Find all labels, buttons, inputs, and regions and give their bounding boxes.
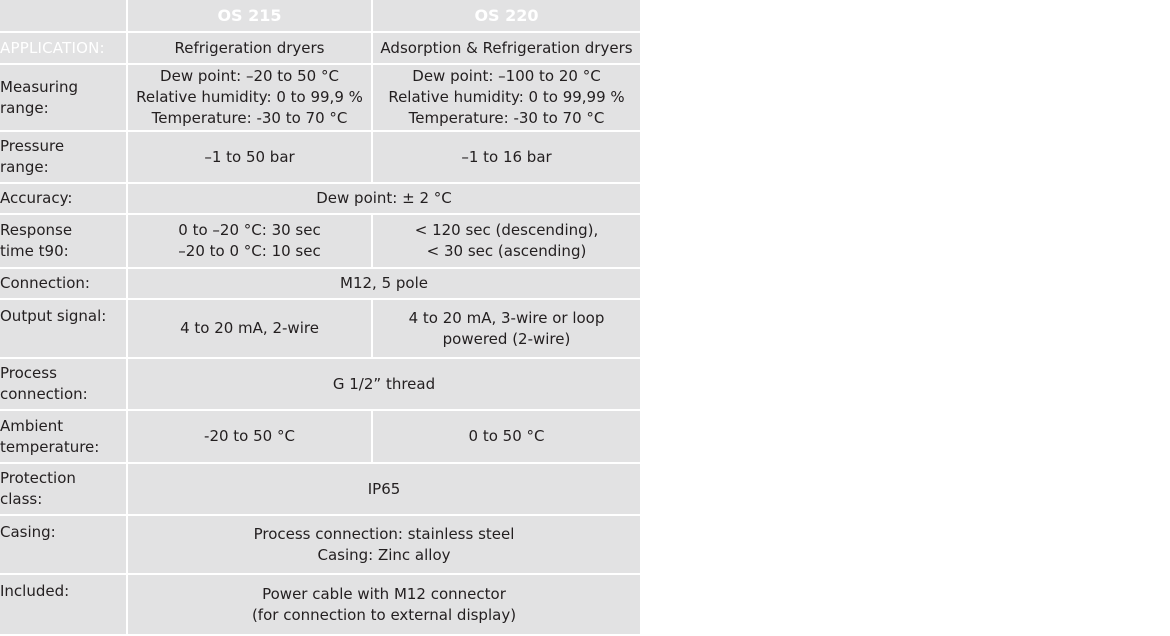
- header-os215: OS 215: [128, 0, 371, 31]
- value-line: Temperature: -30 to 70 °C: [151, 109, 348, 127]
- label-line: Ambient: [0, 416, 64, 435]
- label-line: Pressure: [0, 137, 65, 155]
- table-row-protection-class: [0, 464, 640, 514]
- cell-measuring-range-os215: [128, 65, 371, 130]
- value-line: < 30 sec (ascending): [426, 242, 587, 260]
- value-line: < 120 sec (descending),: [414, 221, 599, 239]
- row-label-measuring-range: [0, 65, 126, 130]
- cell-connection: M12, 5 pole: [128, 269, 640, 298]
- label-line: range:: [0, 158, 49, 176]
- value-line: Dew point: –100 to 20 °C: [412, 67, 601, 85]
- value-line: Dew point: –20 to 50 °C: [160, 67, 339, 85]
- label-line: temperature:: [0, 437, 100, 456]
- cell-response-time-os215: [128, 215, 371, 267]
- value-line: (for connection to external display): [251, 605, 517, 624]
- label-line: Response: [0, 221, 73, 239]
- table-row-included: [0, 575, 640, 634]
- cell-pressure-range-os215: –1 to 50 bar: [128, 132, 371, 182]
- table-row-response-time: [0, 215, 640, 267]
- value-line: Casing: Zinc alloy: [317, 545, 451, 564]
- value-line: Process connection: stainless steel: [253, 524, 515, 543]
- cell-application-os220: Adsorption & Refrigeration dryers: [373, 33, 640, 63]
- header-blank-cell: [0, 0, 126, 31]
- row-label-accuracy: Accuracy:: [0, 184, 126, 213]
- cell-response-time-os220: [373, 215, 640, 267]
- table-row-casing: [0, 516, 640, 573]
- table-row-accuracy: [0, 184, 640, 213]
- cell-process-connection: G 1/2” thread: [128, 359, 640, 409]
- row-label-connection: Connection:: [0, 269, 126, 298]
- row-label-process-connection: [0, 359, 126, 409]
- value-line: 4 to 20 mA, 3-wire or loop: [408, 308, 605, 327]
- row-label-ambient-temperature: [0, 411, 126, 462]
- cell-measuring-range-os220: [373, 65, 640, 130]
- cell-output-signal-os215: 4 to 20 mA, 2-wire: [128, 300, 371, 357]
- table-row-measuring-range: [0, 65, 640, 130]
- row-label-response-time: [0, 215, 126, 267]
- label-line: range:: [0, 98, 49, 117]
- label-line: Protection: [0, 469, 76, 487]
- header-os220: OS 220: [373, 0, 640, 31]
- row-label-included: Included:: [0, 575, 126, 634]
- table-row-ambient-temperature: [0, 411, 640, 462]
- table-row-process-connection: [0, 359, 640, 409]
- cell-casing: [128, 516, 640, 573]
- label-line: Process: [0, 364, 57, 382]
- value-line: Temperature: -30 to 70 °C: [408, 109, 605, 127]
- cell-ambient-temperature-os220: 0 to 50 °C: [373, 411, 640, 462]
- row-label-application: APPLICATION:: [0, 33, 126, 63]
- value-line: powered (2-wire): [442, 329, 571, 348]
- label-line: time t90:: [0, 242, 69, 260]
- cell-accuracy: Dew point: ± 2 °C: [128, 184, 640, 213]
- cell-protection-class: IP65: [128, 464, 640, 514]
- table-row-connection: [0, 269, 640, 298]
- row-label-casing: Casing:: [0, 516, 126, 573]
- label-line: class:: [0, 490, 43, 508]
- label-line: connection:: [0, 385, 88, 403]
- row-label-pressure-range: [0, 132, 126, 182]
- value-line: –20 to 0 °C: 10 sec: [178, 242, 321, 260]
- label-line: Measuring: [0, 77, 79, 96]
- value-line: Power cable with M12 connector: [262, 584, 506, 603]
- value-line: Relative humidity: 0 to 99,9 %: [136, 88, 363, 106]
- row-label-output-signal: Output signal:: [0, 300, 126, 357]
- table-row-output-signal: [0, 300, 640, 357]
- cell-application-os215: Refrigeration dryers: [128, 33, 371, 63]
- cell-ambient-temperature-os215: -20 to 50 °C: [128, 411, 371, 462]
- header-row: [0, 0, 640, 31]
- cell-pressure-range-os220: –1 to 16 bar: [373, 132, 640, 182]
- table-row-pressure-range: [0, 132, 640, 182]
- cell-included: [128, 575, 640, 634]
- value-line: Relative humidity: 0 to 99,99 %: [388, 88, 625, 106]
- table-row-application: [0, 33, 640, 63]
- value-line: 0 to –20 °C: 30 sec: [178, 221, 321, 239]
- row-label-protection-class: [0, 464, 126, 514]
- cell-output-signal-os220: [373, 300, 640, 357]
